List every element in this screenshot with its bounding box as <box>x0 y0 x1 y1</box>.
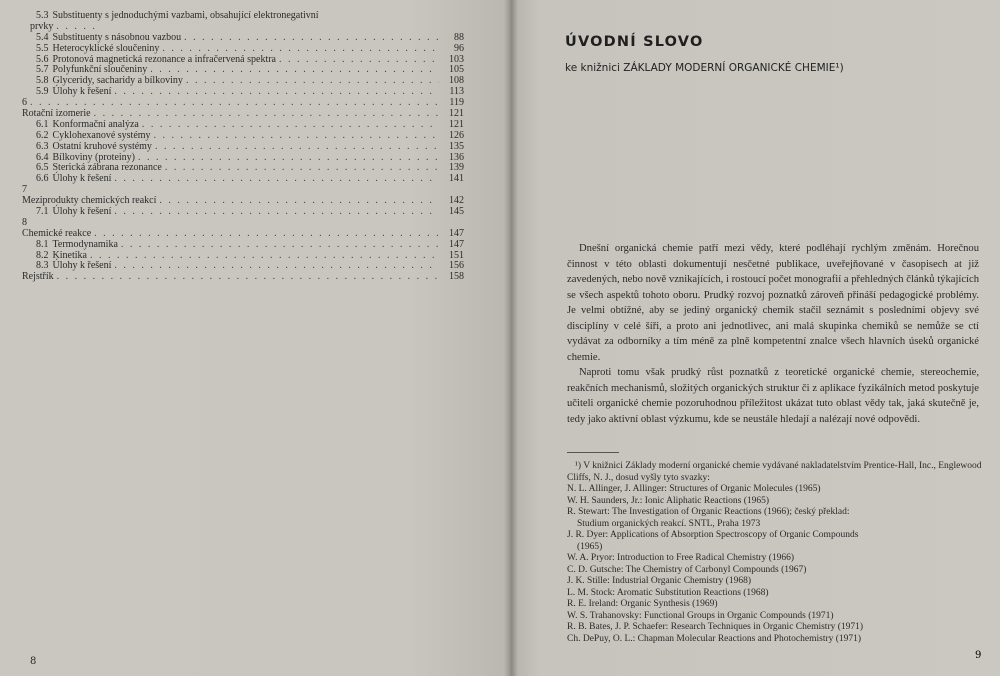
toc-number: 5.3 <box>36 9 49 21</box>
toc-leader-dots <box>155 142 439 153</box>
toc-title: Glyceridy, sacharidy a bílkoviny <box>52 75 183 87</box>
toc-page-number: 108 <box>449 75 464 87</box>
toc-leader-dots <box>142 120 439 131</box>
toc-page-number: 139 <box>449 162 464 174</box>
toc-number: 6.1 <box>36 118 49 130</box>
toc-number: 6.3 <box>36 140 49 152</box>
toc-number: 6.6 <box>36 173 49 185</box>
paragraph: Naproti tomu však prudký růst poznatků z teoretické organické chemie, stereochemie, reakčních mechanismů, složitých organických struktur či z aplikace fyzikálních metod poskytuje učiteli organické chemie pozoruhodnou příležitost ukázat tuto oblast vědy tak, jaká skutečně je, tedy jako aktivní oblast výzkumu, kde se neustále hledají a nalézají nové odpovědi. <box>567 367 979 425</box>
reference-item: L. M. Stock: Aromatic Substitution Reactions (1968) <box>567 587 769 598</box>
toc-number: 6 <box>22 97 27 109</box>
toc-page-number: 151 <box>449 249 464 261</box>
toc-entry <box>22 261 464 272</box>
toc-title: Úlohy k řešení <box>52 206 112 218</box>
toc-title: Substituenty s násobnou vazbou <box>52 31 182 43</box>
toc-page-number: 88 <box>454 31 464 43</box>
toc-entry <box>22 87 464 98</box>
toc-leader-dots <box>159 196 439 207</box>
toc-title: Cyklohexanové systémy <box>52 129 151 141</box>
paragraph: Dnešní organická chemie patří mezi vědy, které podléhají rychlým změnám. Horečnou činnost v této oblasti dokumentují nesčetné publikace, uveřejňované v časopisech at již zavedených, nebo nově vznikajících, i rostoucí počet monografií a přehledných článků týkajících se všech aspektů tohoto oboru. Prudký rozvoj poznatků zároveň přináší pedagogické problémy. Je velmi obtížné, aby se jediný organický chemik stačil seznámit s posledními objevy své disciplíny v celé šíři, a proto ani jednotlivec, ani malá skupinka chemiků se nemůže se ctí vydávat za odborníky a tím méně za plně kompetentní znalce všech hlavních úseků organické chemie. <box>567 243 979 363</box>
page-title: ÚVODNÍ SLOVO <box>565 34 704 50</box>
toc-page-number: 142 <box>449 195 464 207</box>
page-number-right: 9 <box>975 650 982 661</box>
toc-title: Chemické reakce <box>22 227 92 239</box>
toc-title: Protonová magnetická rezonance a infračervená spektra <box>52 53 276 65</box>
toc-entry <box>22 44 464 55</box>
toc-page-number: 121 <box>449 108 464 119</box>
toc-title: Konformační analýza <box>52 118 139 130</box>
toc-leader-dots <box>186 76 439 87</box>
toc-title: Úlohy k řešení <box>52 260 112 272</box>
toc-number: 8.2 <box>36 249 49 261</box>
toc-page-number: 96 <box>454 42 464 54</box>
reference-item: J. K. Stille: Industrial Organic Chemistry (1968) <box>567 576 751 586</box>
toc-leader-dots <box>94 229 439 240</box>
toc-title: Bílkoviny (proteiny) <box>52 151 135 163</box>
reference-item: W. H. Saunders, Jr.: Ionic Aliphatic Reactions (1965) <box>567 495 770 506</box>
toc-title: Meziprodukty chemických reakcí <box>22 195 157 207</box>
toc-leader-dots <box>150 65 439 76</box>
toc-title: Úlohy k řešení <box>52 86 112 98</box>
reference-item: Ch. DePuy, O. L.: Chapman Molecular Reactions and Photochemistry (1971) <box>567 633 862 644</box>
toc-page-number: 105 <box>449 64 464 76</box>
toc-page-number: 136 <box>449 151 464 163</box>
toc-title: Kinetika <box>52 249 87 261</box>
toc-page-number: 147 <box>449 227 464 239</box>
toc-page-number: 145 <box>449 206 464 218</box>
toc-leader-dots <box>114 261 439 272</box>
reference-item: R. Stewart: The Investigation of Organic Reactions (1966); český překlad: <box>567 507 850 517</box>
toc-number: 6.4 <box>36 151 49 163</box>
footnote-rule <box>567 452 619 453</box>
toc-title: Heterocyklické sloučeniny <box>52 42 160 54</box>
toc-number: 5.5 <box>36 42 49 54</box>
toc-page-number: 126 <box>449 129 464 141</box>
toc-entry <box>22 240 464 251</box>
reference-item: (1965) <box>577 541 603 552</box>
toc-leader-dots <box>90 251 439 262</box>
toc-page-number: 135 <box>449 140 464 152</box>
toc-title: Substituenty s jednoduchými vazbami, obsahující elektronegativní <box>52 9 319 21</box>
toc-page-number: 147 <box>449 238 464 250</box>
toc-leader-dots <box>165 163 439 174</box>
toc-page-number: 119 <box>449 97 464 109</box>
toc-number: 7.1 <box>36 206 49 218</box>
reference-item: W. A. Pryor: Introduction to Free Radical Chemistry (1966) <box>567 553 795 563</box>
toc-page-number: 141 <box>449 173 464 185</box>
footnote <box>567 461 987 645</box>
toc-leader-dots <box>114 207 439 218</box>
reference-item: W. S. Trahanovsky: Functional Groups in Organic Compounds (1971) <box>567 610 834 621</box>
reference-item: N. L. Allinger, J. Allinger: Structures of Organic Molecules (1965) <box>567 484 821 494</box>
toc-title: Rejstřík <box>22 271 54 283</box>
toc-page-number: 113 <box>449 86 464 98</box>
toc-number: 5.4 <box>36 31 49 43</box>
toc-page-number: 121 <box>449 118 464 130</box>
toc-number: 7 <box>22 184 27 196</box>
toc-leader-dots <box>30 98 439 109</box>
toc-entry <box>22 272 464 283</box>
toc-title: prvky <box>30 20 54 32</box>
page-subtitle: ke knižnici ZÁKLADY MODERNÍ ORGANICKÉ CHEMIE¹) <box>565 62 844 74</box>
toc-number: 5.8 <box>36 75 49 87</box>
toc-number: 5.9 <box>36 86 49 98</box>
toc-number: 6.2 <box>36 129 49 141</box>
toc-title: Polyfunkční sloučeniny <box>52 64 148 76</box>
toc-page-number: 103 <box>449 53 464 65</box>
toc-leader-dots <box>114 174 439 185</box>
toc-page-number: 156 <box>449 260 464 272</box>
toc-title: Termodynamika <box>52 238 118 250</box>
toc-entry <box>22 142 464 153</box>
book-gutter <box>504 0 518 676</box>
reference-list <box>567 484 987 645</box>
reference-item: C. D. Gutsche: The Chemistry of Carbonyl Compounds (1967) <box>567 564 807 575</box>
toc-number: 8.1 <box>36 238 49 250</box>
toc-title: Ostatní kruhové systémy <box>52 140 152 152</box>
toc-title: Úlohy k řešení <box>52 173 112 185</box>
toc-leader-dots <box>94 109 439 120</box>
toc-title: Sterická zábrana rezonance <box>52 162 162 174</box>
toc-leader-dots <box>162 44 439 55</box>
toc-number: 6.5 <box>36 162 49 174</box>
toc-number: 5.7 <box>36 64 49 76</box>
toc-leader-dots <box>279 55 439 66</box>
toc-leader-dots <box>138 153 439 164</box>
toc-number: 8 <box>22 216 27 228</box>
toc-entry <box>22 11 464 22</box>
toc-entry <box>22 207 464 218</box>
toc-page-number: 158 <box>449 271 464 283</box>
toc-leader-dots <box>154 131 439 142</box>
footnote-intro: ¹) V knižnici Základy moderní organické chemie vydávané nakladatelstvím Prentice-Hall, Inc., Englewood Cliffs, N. J., dosud vyšly tyto svazky: <box>567 461 982 483</box>
reference-item: Studium organických reakcí. SNTL, Praha 1973 <box>577 518 761 529</box>
toc-leader-dots <box>184 33 439 44</box>
page-number-left: 8 <box>30 656 37 667</box>
toc-number: 8.3 <box>36 260 49 272</box>
toc-leader-dots <box>114 87 439 98</box>
toc-leader-dots <box>121 240 439 251</box>
toc-title: Rotační izomerie <box>22 108 91 119</box>
foreword-body <box>567 241 979 427</box>
toc-number: 5.6 <box>36 53 49 65</box>
toc-leader-dots <box>57 272 439 283</box>
table-of-contents <box>22 11 464 283</box>
reference-item: R. E. Ireland: Organic Synthesis (1969) <box>567 599 718 609</box>
toc-entry <box>22 174 464 185</box>
reference-item: J. R. Dyer: Applications of Absorption Spectroscopy of Organic Compounds <box>567 530 859 540</box>
reference-item: R. B. Bates, J. P. Schaefer: Research Techniques in Organic Chemistry (1971) <box>567 622 864 632</box>
